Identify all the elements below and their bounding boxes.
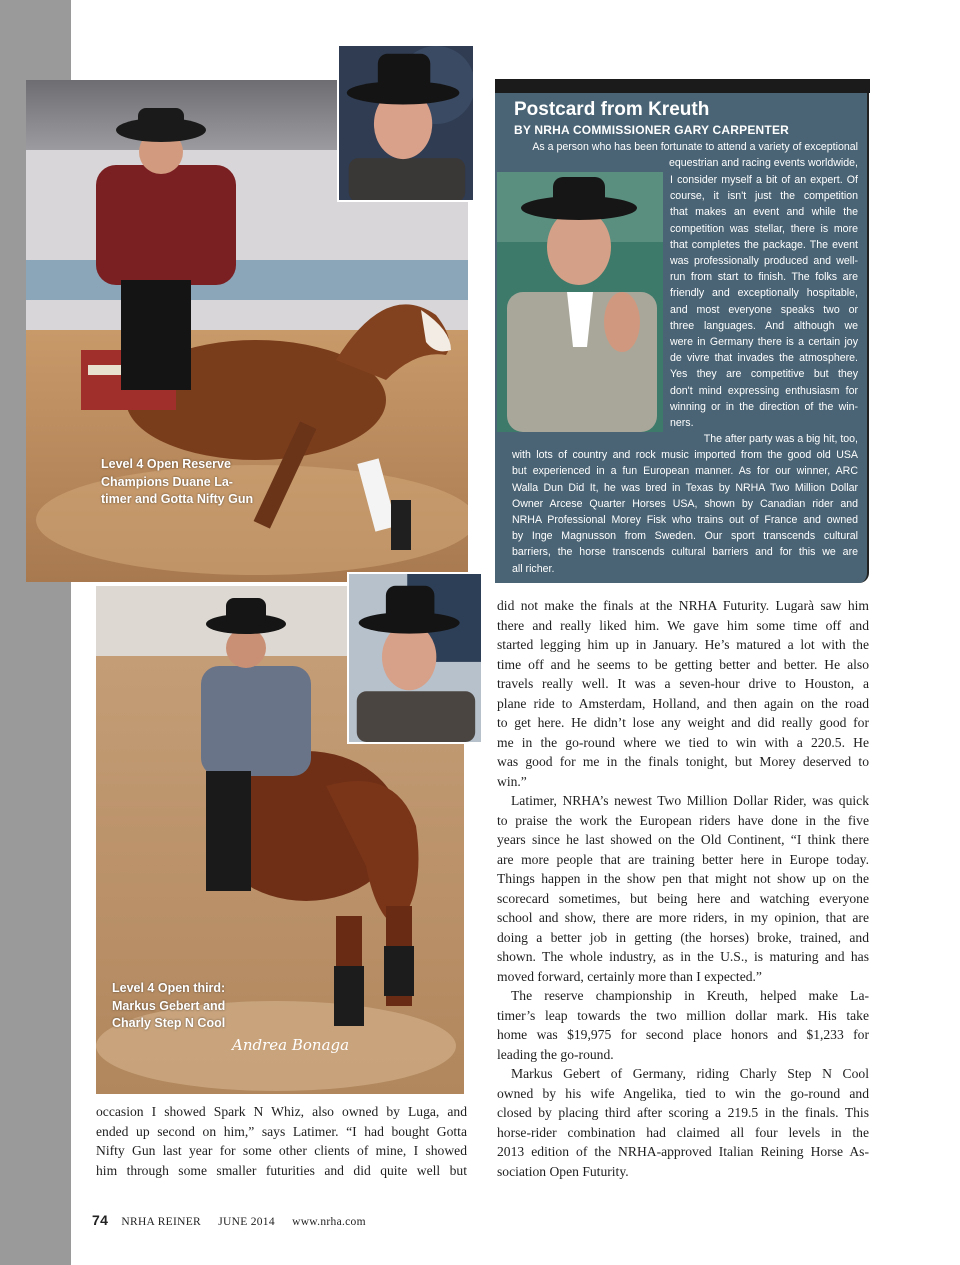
photo-caption-open-third <box>112 980 242 1033</box>
caption-line: Markus Gebert and <box>112 998 226 1013</box>
sidebar-line: three languages. And although we <box>670 319 858 332</box>
caption-line: Charly Step N Cool <box>112 1016 226 1030</box>
sidebar-line: Yes they are competitive but they <box>670 368 858 381</box>
article-line: 2013 edition of the NRHA-approved Italian Reining Horse As- <box>497 1144 869 1159</box>
sidebar-line: were in Germany there is a certain joy <box>670 336 858 349</box>
article-line: Things happen in the show pen that might not show up on the <box>497 871 869 886</box>
sidebar-line: course, it isn't just the competition <box>670 190 858 203</box>
article-line: home was $19,975 for second place honors and $1,233 for <box>497 1027 869 1042</box>
sidebar-line: friendly and exceptionally hospitable, <box>670 287 858 300</box>
article-line: did not make the finals at the NRHA Futurity. Lugarà saw him <box>497 598 869 613</box>
sidebar-line: run from start to finish. The folks are <box>670 271 858 284</box>
sidebar-line: Walla Dun Did It, he was bred in Texas by NRHA Two Million Dollar <box>512 481 858 494</box>
photographer-signature: Andrea Bonaga <box>232 1036 350 1054</box>
article-line: shown. The whole industry, as in the U.S., is maturing and has <box>497 949 869 964</box>
sidebar-line: winning or in the direction of the win- <box>670 400 858 413</box>
sidebar-after-party-paragraph <box>512 431 858 577</box>
article-line: leading the go-round. <box>497 1046 614 1062</box>
article-line: The reserve championship in Kreuth, helped make La- <box>511 988 869 1003</box>
caption-line: Level 4 Open Reserve <box>101 457 231 471</box>
caption-line: timer and Gotta Nifty Gun <box>101 492 254 506</box>
article-line: him through some smaller futurities and did quite well but <box>96 1162 467 1178</box>
sidebar-byline: BY NRHA COMMISSIONER GARY CARPENTER <box>514 123 790 137</box>
magazine-name: NRHA REINER <box>121 1216 202 1228</box>
article-line: owned by his wife Angelika, tied to win the go-round and <box>497 1085 869 1101</box>
sidebar-line: that completes the package. The event <box>670 238 858 251</box>
article-line: travels really well. It was a seven-hour drive to Houston, a <box>497 676 869 691</box>
article-column-left <box>96 1102 467 1180</box>
sidebar-line: I consider myself a bit of an expert. Of <box>670 174 858 186</box>
sidebar-line: all richer. <box>512 562 555 575</box>
article-line: scorecard sometimes, but being here and watching everyone <box>497 890 869 906</box>
article-line: are more people that are training better here in Europe today. <box>497 851 869 867</box>
article-line: to praise the work the European riders have done in the five <box>497 812 869 828</box>
article-line: timer’s leap towards the two million dollar mark. His take <box>497 1007 869 1023</box>
article-line: ended up second on him,” says Latimer. “I had bought Gotta <box>96 1123 467 1139</box>
sidebar-line: and most everyone speaks two or <box>670 303 858 316</box>
sidebar-intro-lines <box>512 139 858 171</box>
sidebar-wrap-paragraph <box>670 172 858 431</box>
article-line: Markus Gebert of Germany, riding Charly Step N Cool <box>511 1066 869 1081</box>
article-line: to get here. He didn’t lose any weight and did really good for <box>497 715 869 730</box>
sidebar-line: by Inge Magnusson from Sweden. Our sport transcends cultural <box>512 530 858 543</box>
sidebar-line: As a person who has been fortunate to attend a variety of exceptional <box>532 141 858 153</box>
sidebar-line: ners. <box>670 417 694 430</box>
article-line: time off and he seems to be getting better and better. He also <box>497 656 869 672</box>
sidebar-title: Postcard from Kreuth <box>514 99 710 120</box>
article-line: me in the go-round where we tied to win with a 220.5. He <box>497 734 869 750</box>
article-line: school and show, there are more riders, in my opinion, that are <box>497 910 869 925</box>
article-line: horse-rider combination had claimed all four levels in the <box>497 1124 869 1140</box>
sidebar-line: barriers, the horse transcends cultural barriers and for this we are <box>512 546 858 559</box>
page-footer <box>92 1212 366 1228</box>
sidebar-line: but experienced in a fun European manner. As for our winner, ARC <box>512 465 858 478</box>
portrait-markus-gebert <box>347 572 483 744</box>
photo-caption-reserve-champions <box>101 456 261 509</box>
sidebar-line: competition was stellar, there is more <box>670 222 858 235</box>
article-line: win.” <box>497 773 527 789</box>
sidebar-line: equestrian and racing events worldwide, <box>668 157 858 170</box>
article-line: years since he last showed on the Old Continent, “I think there <box>497 832 869 847</box>
sidebar-line: with lots of country and rock music imported from the good old USA <box>512 449 858 462</box>
website-link[interactable]: www.nrha.com <box>292 1216 366 1228</box>
article-line: there and really liked him. We gave him some time off and <box>497 617 869 633</box>
sidebar-line: Owner Arcese Quarter Horses USA, shown by Canadian rider and <box>512 497 858 510</box>
portrait-gary-carpenter <box>497 172 663 432</box>
article-line: doing a better job in getting (the horses) broke, trained, and <box>497 929 869 945</box>
article-line: was good for me in the finals tonight, but Morey deserved to <box>497 754 869 769</box>
article-line: moved forward, certainly more than I expected.” <box>497 968 762 984</box>
sidebar-line: The after party was a big hit, too, <box>703 433 858 445</box>
sidebar-line: was professionally produced and well- <box>670 255 858 268</box>
portrait-duane-latimer <box>337 44 475 202</box>
article-line: occasion I showed Spark N Whiz, also owned by Luga, and <box>96 1104 467 1119</box>
article-line: started legging him up in January. He’s matured a lot with the <box>497 637 869 652</box>
caption-line: Level 4 Open third: <box>112 981 226 995</box>
article-column-right <box>497 596 869 1181</box>
sidebar-line: de vivre that invades the atmosphere. <box>670 352 858 365</box>
sidebar-line: that makes an event and while the <box>670 206 858 219</box>
caption-line: Champions Duane La- <box>101 474 233 489</box>
article-line: plane ride to Amsterdam, Holland, and then again on the road <box>497 695 869 711</box>
article-line: Latimer, NRHA’s newest Two Million Dollar Rider, was quick <box>511 793 869 808</box>
article-line: Nifty Gun last year for some other clients of mine, I showed <box>96 1143 467 1158</box>
page-number: 74 <box>92 1212 109 1228</box>
article-line: closed by placing third after scoring a 219.5 in the finals. This <box>497 1105 869 1120</box>
issue-date: JUNE 2014 <box>218 1216 275 1228</box>
sidebar-line: NRHA Professional Morey Fisk who trains out of France and owned <box>512 514 858 527</box>
article-line: sociation Open Futurity. <box>497 1163 629 1179</box>
sidebar-top-rule <box>495 79 870 93</box>
sidebar-line: don't mind expressing enthusiasm for <box>670 384 858 397</box>
